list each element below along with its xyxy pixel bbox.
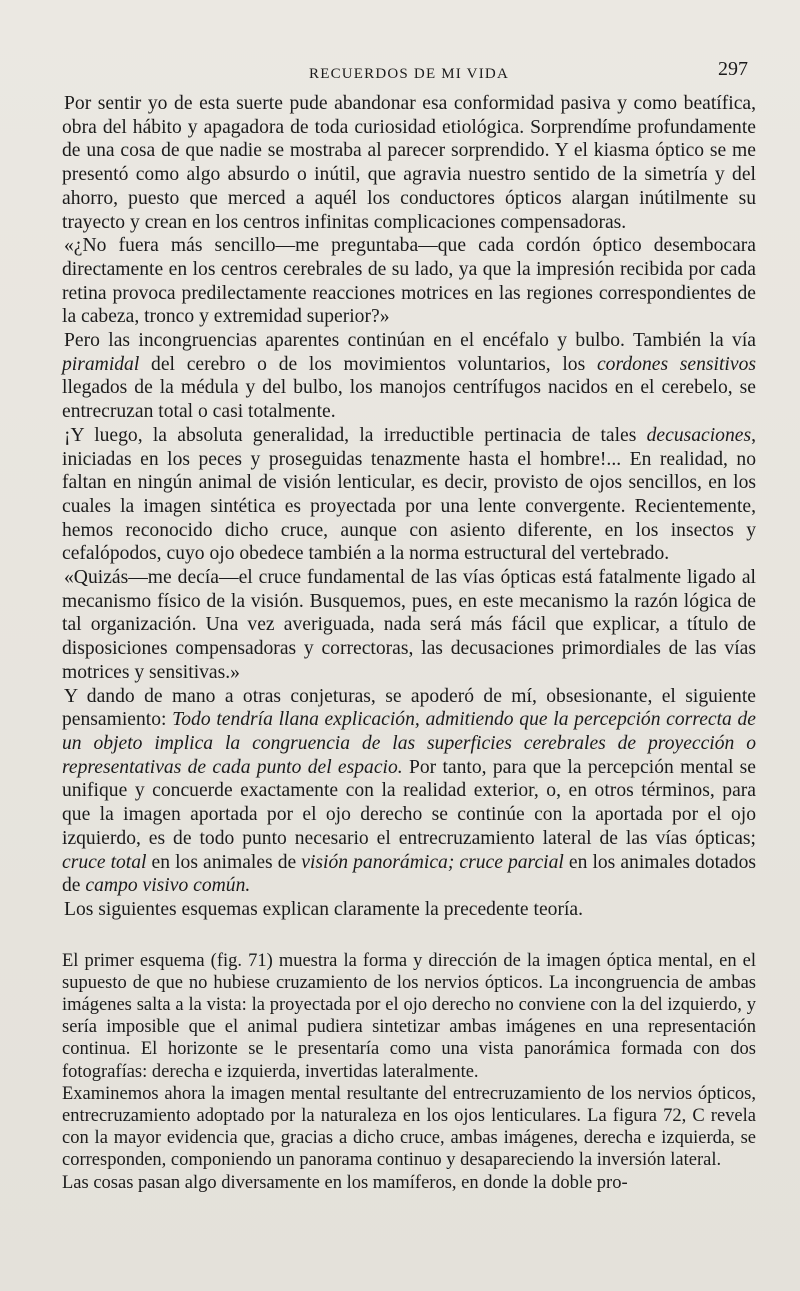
paragraph: ¡Y luego, la absoluta generalidad, la irreductible pertinacia de tales decusaciones, iniciadas en los peces y proseguidas tenazmente hasta el hombre!... En realidad, no faltan en ningún animal de visión lenticular, es decir, provisto de ojos sencillos, en los cuales la imagen sintética es proyectada por una lente convergente. Recientemente, hemos reconocido dicho cruce, aunque con asiento diferente, en los insectos y cefalópodos, cuyo ojo obedece también a la norma estructural del vertebrado. [62, 424, 756, 565]
italic-term: campo visivo común. [85, 875, 251, 897]
paragraph: Los siguientes esquemas explican claramente la precedente teoría. [64, 898, 584, 920]
paragraph: Y dando de mano a otras conjeturas, se apoderó de mí, obsesionante, el siguiente pensamiento: Todo tendría llana explicación, admitiendo que la percepción correcta de un objeto implica la congruencia de las superficies cerebrales de proyección o representativas de cada punto del espacio. Por tanto, para que la percepción mental se unifique y concuerde exactamente con la realidad exterior, o, en otros términos, para que la imagen aportada por el ojo derecho se continúe con la aportada por el ojo izquierdo, es de todo punto necesario el entrecruzamiento lateral de las vías ópticas; cruce total en los animales de visión panorámica; cruce parcial en los animales dotados de campo visivo común. [62, 685, 757, 897]
main-text [62, 92, 756, 922]
paragraph: Examinemos ahora la imagen mental resultante del entrecruzamiento de los nervios ópticos, entrecruzamiento adoptado por la naturaleza en los ojos lenticulares. La figura 72, C revela con la mayor evidencia que, gracias a dicho cruce, ambas imágenes, derecha e izquierda, se corresponden, componiendo un panorama continuo y desapareciendo la inversión lateral. [62, 1083, 756, 1171]
paragraph: «Quizás—me decía—el cruce fundamental de las vías ópticas está fatalmente ligado al mecanismo físico de la visión. Busquemos, pues, en este mecanismo la razón lógica de tal organización. Una vez averiguada, nada será más fácil que explicar, a título de disposiciones compensadoras y correctoras, las decusaciones primordiales de las vías motrices y sensitivas.» [62, 567, 756, 683]
italic-statement: Todo tendría llana explicación, admitiendo que la percepción correcta de un objeto implica la congruencia de las superficies cerebrales de proyección o representativas de cada punto del espacio. [62, 709, 756, 778]
italic-term: visión panorámica; cruce parcial [301, 851, 564, 873]
running-header [62, 58, 756, 92]
paragraph: El primer esquema (fig. 71) muestra la forma y dirección de la imagen óptica mental, en el supuesto de que no hubiese cruzamiento de los nervios ópticos. La incongruencia de ambas imágenes salta a la vista: la proyectada por el ojo derecho no conviene con la del izquierdo, y sería imposible que el animal pudiera sintetizar ambas imágenes en una representación continua. El horizonte se le presentaría como una vista panorámica formada con dos fotografías: derecha e izquierda, invertidas lateralmente. [62, 950, 756, 1082]
italic-term: cordones sensitivos [596, 353, 756, 375]
page-number: 297 [718, 58, 748, 80]
small-print-text [62, 950, 756, 1194]
paragraph: Las cosas pasan algo diversamente en los mamíferos, en donde la doble pro- [62, 1172, 628, 1193]
italic-term: decusaciones [646, 424, 752, 446]
paragraph: «¿No fuera más sencillo—me preguntaba—que cada cordón óptico desembocara directamente en los centros cerebrales de su lado, ya que la impresión recibida por cada retina provoca predilectamente reacciones motrices en las regiones correspondientes de la cabeza, tronco y extremidad superior?» [62, 235, 756, 328]
italic-term: piramidal [62, 353, 140, 375]
running-title: RECUERDOS DE MI VIDA [309, 66, 509, 82]
paragraph: Por sentir yo de esta suerte pude abandonar esa conformidad pasiva y como beatífica, obra del hábito y apagadora de toda curiosidad etiológica. Sorprendíme profundamente de una cosa de que nadie se mostraba al parecer sorprendido. Y el kiasma óptico se me presentó como algo absurdo o inútil, que agravia nuestro sentido de la simetría y del ahorro, puesto que merced a aquél los conductores ópticos alargan inútilmente su trayecto y crean en los centros infinitas complicaciones compensadoras. [62, 93, 756, 233]
italic-term: cruce total [62, 851, 147, 873]
paragraph: Pero las incongruencias aparentes continúan en el encéfalo y bulbo. También la vía piramidal del cerebro o de los movimientos voluntarios, los cordones sensitivos llegados de la médula y del bulbo, los manojos centrífugos nacidos en el cerebelo, se entrecruzan total o casi totalmente. [62, 330, 756, 423]
